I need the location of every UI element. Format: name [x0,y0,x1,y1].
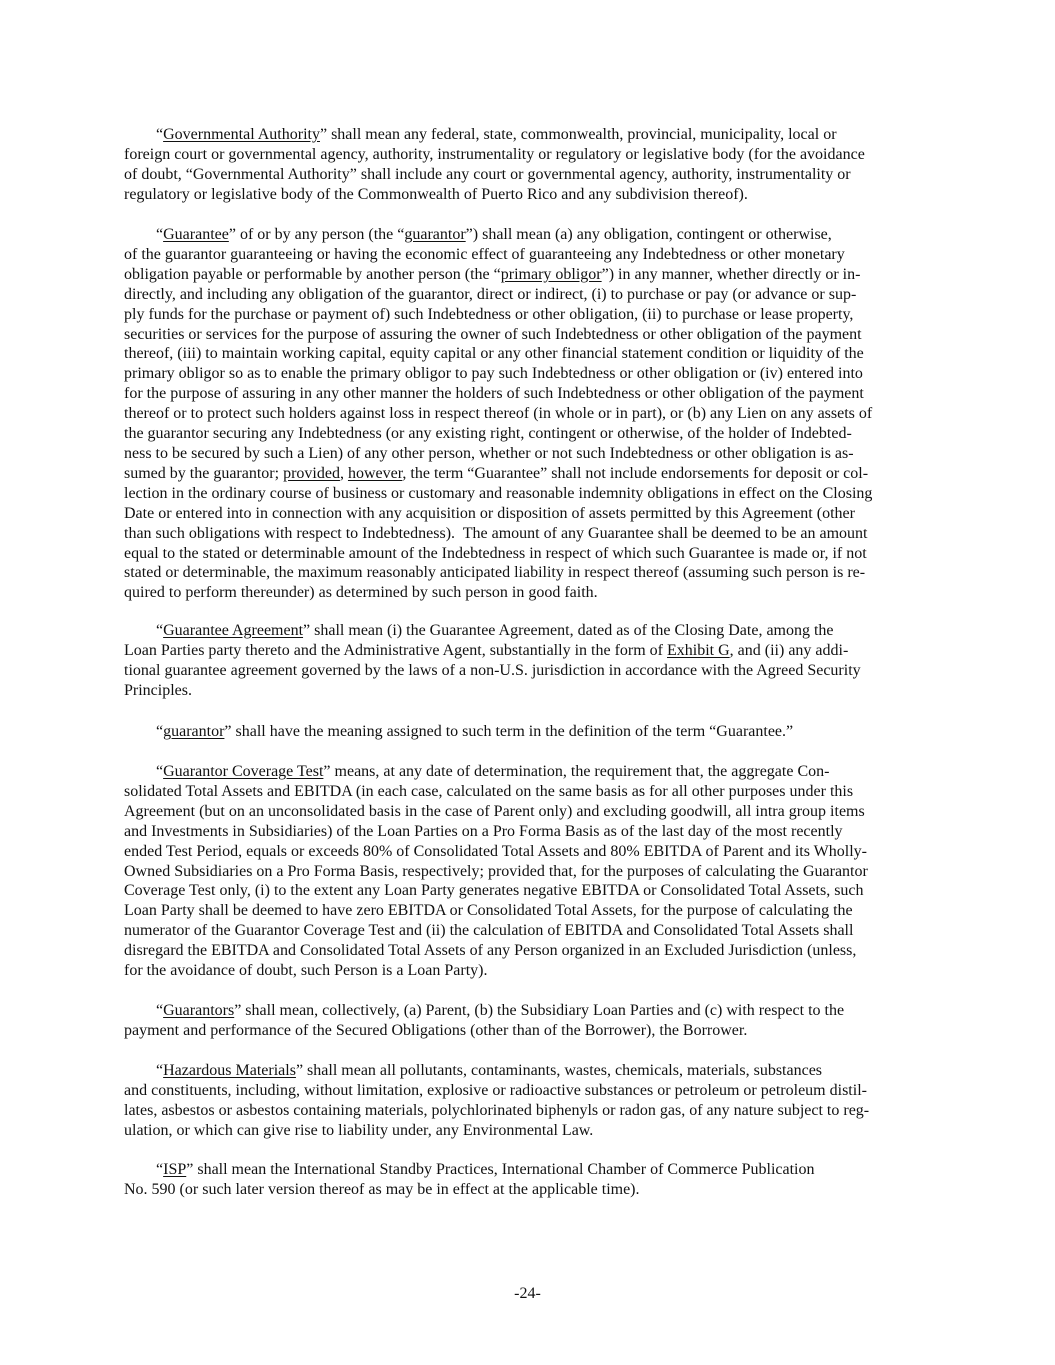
defined-term: Hazardous Materials [163,1062,296,1079]
text-line: obligation payable or performable by another person (the “primary obligor”) in any manner, whether directly or in- [124,265,861,283]
text-line: “Hazardous Materials” shall mean all pollutants, contaminants, wastes, chemicals, materials, substances [124,1062,823,1079]
text-line: the guarantor securing any Indebtedness (or any existing right, contingent or otherwise, of the holder of Indebted- [124,425,852,443]
text-line: Agreement (but on an unconsolidated basis in the case of Parent only) and excluding goodwill, all intra group items [124,802,865,820]
text-line: ness to be secured by such a Lien) of any other person, whether or not such Indebtedness or other obligation is as- [124,444,854,462]
defined-term: Governmental Authority [163,126,320,143]
text-line: lates, asbestos or asbestos containing materials, polychlorinated biphenyls or radon gas, of any nature subject to reg- [124,1101,870,1119]
defined-term: Guarantors [163,1002,235,1019]
text-line: Loan Party shall be deemed to have zero EBITDA or Consolidated Total Assets, for the purpose of calculating the [124,902,853,920]
text-line: ended Test Period, equals or exceeds 80% of Consolidated Total Assets and 80% EBITDA of Parent and its Wholly- [124,842,867,860]
definition-guarantor-coverage-test [124,762,932,981]
text-line: payment and performance of the Secured Obligations (other than of the Borrower), the Borrower. [124,1021,748,1039]
text-line: stated or determinable, the maximum reasonably anticipated liability in respect thereof (assuming such person is re- [124,564,866,582]
definition-guarantee-agreement [124,621,932,701]
defined-term: ISP [163,1161,187,1178]
defined-term: guarantor [163,723,225,740]
defined-term: Guarantor Coverage Test [163,763,324,780]
text-line: for the purpose of assuring in any other manner the holders of such Indebtedness or other obligation of the payment [124,385,864,403]
text-line: “Governmental Authority” shall mean any federal, state, commonwealth, provincial, municipality, local or [124,126,837,143]
text-line: disregard the EBITDA and Consolidated Total Assets of any Person organized in an Excluded Jurisdiction (unless, [124,942,857,960]
defined-term: primary obligor [500,265,602,283]
text-line: and constituents, including, without limitation, explosive or radioactive substances or petroleum or petroleum distil- [124,1081,867,1099]
text-line: directly, and including any obligation of the guarantor, direct or indirect, (i) to purchase or pay (or advance or sup- [124,285,857,303]
text-line: lection in the ordinary course of business or customary and reasonable indemnity obligations in effect on the Closing [124,484,873,502]
defined-term: Guarantee Agreement [163,622,304,639]
text-line: “Guarantee Agreement” shall mean (i) the Guarantee Agreement, dated as of the Closing Date, among the [124,622,834,639]
page-number: -24- [514,1285,541,1302]
text-line: of the guarantor guaranteeing or having the economic effect of guaranteeing any Indebtedness or other monetary [124,245,845,263]
text-line: “ISP” shall mean the International Standby Practices, International Chamber of Commerce Publication [124,1161,815,1178]
text-line: Coverage Test only, (i) to the extent any Loan Party generates negative EBITDA or Consolidated Total Assets, such [124,882,864,900]
text-line: ulation, or which can give rise to liability under, any Environmental Law. [124,1121,594,1139]
text-line: “Guarantors” shall mean, collectively, (a) Parent, (b) the Subsidiary Loan Parties and (c) with respect to the [124,1002,845,1019]
text-line: primary obligor so as to enable the primary obligor to pay such Indebtedness or other obligation or (iv) entered into [124,365,863,383]
text-line: foreign court or governmental agency, authority, instrumentality or regulatory or legislative body (for the avoidance [124,145,865,163]
text-line: ply funds for the purchase or payment of) such Indebtedness or other obligation, (ii) to purchase or lease property, [124,305,854,323]
text-line: “Guarantor Coverage Test” means, at any date of determination, the requirement that, the aggregate Con- [124,763,830,780]
text-line: No. 590 (or such later version thereof as may be in effect at the applicable time). [124,1180,640,1198]
defined-term: Guarantee [163,226,229,243]
definition-governmental-authority [124,125,932,205]
text-line: numerator of the Guarantor Coverage Test and (ii) the calculation of EBITDA and Consolidated Total Assets shall [124,922,854,940]
text-line: Date or entered into in connection with any acquisition or disposition of assets permitted by this Agreement (other [124,504,855,522]
defined-term: guarantor [404,226,466,243]
text-line: “Guarantee” of or by any person (the “guarantor”) shall mean (a) any obligation, contingent or otherwise, [124,226,832,243]
text-line: of doubt, “Governmental Authority” shall include any court or governmental agency, authority, instrumentality or [124,165,851,183]
text-line: quired to perform thereunder) as determined by such person in good faith. [124,584,598,602]
defined-term: provided [283,464,340,482]
text-line: tional guarantee agreement governed by the laws of a non-U.S. jurisdiction in accordance with the Agreed Security [124,661,861,679]
text-line: for the avoidance of doubt, such Person is a Loan Party). [124,962,488,980]
text-line: Loan Parties party thereto and the Administrative Agent, substantially in the form of Exhibit G, and (ii) any addi- [124,641,849,659]
text-line: Owned Subsidiaries on a Pro Forma Basis, respectively; provided that, for the purposes of calculating the Guarantor [124,862,868,880]
text-line: Principles. [124,681,192,699]
definition-guarantor [124,722,932,742]
definition-isp [124,1160,932,1200]
definition-guarantee [124,225,932,603]
defined-term: however [347,464,403,482]
text-line: thereof, (iii) to maintain working capital, equity capital or any other financial statement condition or liquidity of the [124,345,864,363]
definition-guarantors [124,1001,932,1041]
text-line: and Investments in Subsidiaries) of the Loan Parties on a Pro Forma Basis as of the last day of the most recently [124,822,843,840]
text-line: solidated Total Assets and EBITDA (in each case, calculated on the same basis as for all other purposes under this [124,782,854,800]
text-line: “guarantor” shall have the meaning assigned to such term in the definition of the term “Guarantee.” [124,723,794,740]
text-line: sumed by the guarantor; provided, however, the term “Guarantee” shall not include endorsements for deposit or col- [124,464,869,482]
text-line: securities or services for the purpose of assuring the owner of such Indebtedness or other obligation of the payment [124,325,862,343]
text-line: equal to the stated or determinable amount of the Indebtedness in respect of which such Guarantee is made or, if not [124,544,867,562]
text-line: regulatory or legislative body of the Commonwealth of Puerto Rico and any subdivision thereof). [124,185,748,203]
defined-term: Exhibit G [667,641,730,659]
definition-hazardous-materials [124,1061,932,1141]
text-line: thereof or to protect such holders against loss in respect thereof (in whole or in part), or (b) any Lien on any assets of [124,405,873,423]
text-line: than such obligations with respect to Indebtedness). The amount of any Guarantee shall be deemed to be an amount [124,524,868,542]
